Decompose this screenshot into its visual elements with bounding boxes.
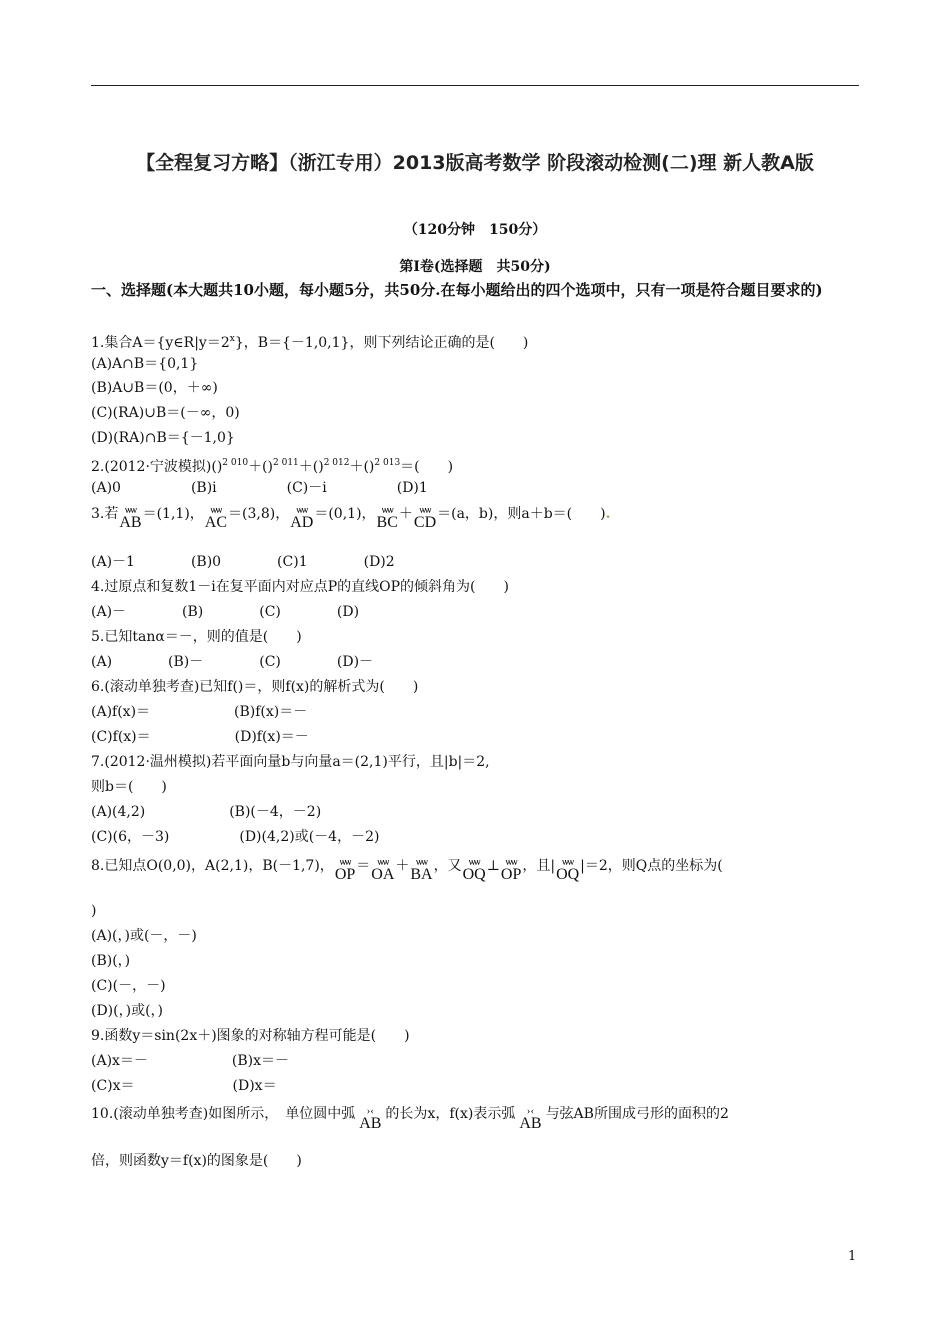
q7-options-ab: (A)(4,2) (B)(－4，－2): [91, 804, 322, 820]
q6-stem: 6.(滚动单独考查)已知f()＝，则f(x)的解析式为( ): [91, 679, 419, 695]
exam-time-score: （120分钟 150分）: [403, 222, 547, 238]
vector-ac: ѡѡ AC: [204, 505, 228, 531]
vector-ba: ѡѡ BA: [410, 857, 433, 883]
q8-option-d: (D)(，)或(，): [91, 1003, 163, 1019]
q2-stem: 2.(2012·宁波模拟)()$^{2 010}$＋()$^{2 011}$＋()$^{2 012}$＋()$^{2 013}$＝( ): [91, 458, 454, 475]
q6-options-ab: (A)f(x)＝ (B)f(x)＝－: [91, 704, 308, 720]
q3-options: (A)－1 (B)0 (C)1 (D)2: [91, 554, 395, 570]
q9-stem: 9.函数y＝sin(2x＋)图象的对称轴方程可能是( ): [91, 1028, 410, 1044]
q8-option-a: (A)(，)或(－，－): [91, 928, 197, 944]
q7-options-cd: (C)(6，－3) (D)(4,2)或(－4，－2): [91, 829, 380, 845]
vector-ab: ѡѡ AB: [119, 505, 142, 531]
q10-stem-cont: 倍，则函数y＝f(x)的图象是( ): [91, 1153, 302, 1169]
q5-options: (A) (B)－ (C) (D)－: [91, 654, 374, 670]
vector-ad: ѡѡ AD: [290, 505, 314, 531]
vector-bc: ѡѡ BC: [376, 505, 398, 531]
q8-stem-close: ): [91, 903, 97, 919]
vector-oa: ѡѡ OA: [371, 857, 395, 883]
q8-option-b: (B)(，): [91, 953, 131, 969]
q1-option-d: (D)(RA)∩B＝{－1,0}: [91, 430, 235, 446]
q1-stem: 1.集合$A=\{y\in R|y=2^x\}$，B＝{－1,0,1}，则下列结论正确的是( ): [91, 334, 529, 351]
q9-options-ab: (A)x＝－ (B)x＝－: [91, 1053, 290, 1069]
section-instructions: 一、选择题(本大题共10小题，每小题5分，共50分.在每小题给出的四个选项中，只有一项是符合题目要求的): [91, 281, 823, 299]
q10-stem: 10.(滚动单独考查)如图所示， 单位圆中弧 ›‹ AB的长为x，f(x)表示弧 ›‹ AB与弦AB所围成弓形的面积的2: [91, 1105, 729, 1132]
arc-ab-2: ›‹ AB: [519, 1105, 542, 1132]
vector-op-2: ѡѡ OP: [500, 857, 522, 883]
document-title: 【全程复习方略】（浙江专用）2013版高考数学 阶段滚动检测(二)理 新人教A版: [136, 152, 814, 174]
arc-ab: ›‹ AB: [359, 1105, 382, 1132]
volume-heading: 第Ⅰ卷(选择题 共50分): [399, 259, 551, 275]
vector-oq-2: ѡѡ OQ: [556, 857, 580, 883]
q1-option-b: (B)A∪B＝(0，＋∞): [91, 380, 218, 396]
page-number: 1: [848, 1249, 857, 1264]
q8-option-c: (C)(－，－): [91, 978, 166, 994]
q1-option-c: (C)(RA)∪B＝(－∞，0): [91, 405, 240, 421]
q4-options: (A)－ (B) (C) (D): [91, 604, 360, 620]
vector-cd: ѡѡ CD: [413, 505, 437, 531]
q5-stem: 5.已知tanα＝－，则的值是( ): [91, 629, 302, 645]
vector-op: ѡѡ OP: [334, 857, 356, 883]
q9-options-cd: (C)x＝ (D)x＝: [91, 1078, 277, 1094]
q6-options-cd: (C)f(x)＝ (D)f(x)＝－: [91, 729, 309, 745]
q7-stem: 7.(2012·温州模拟)若平面向量b与向量a＝(2,1)平行，且|b|＝2,: [91, 754, 490, 770]
q3-stem: 3.若 ѡѡ AB＝(1,1)， ѡѡ AC＝(3,8)， ѡѡ AD＝(0,1)， ѡѡ BC＋ ѡѡ CD＝(a，b)，则a＋b＝( ).: [91, 505, 611, 531]
q2-options: (A)0 (B)i (C)－i (D)1: [91, 480, 428, 496]
q7-stem-cont: 则b＝( ): [91, 779, 167, 795]
vector-oq: ѡѡ OQ: [462, 857, 486, 883]
q4-stem: 4.过原点和复数1－i在复平面内对应点P的直线OP的倾斜角为( ): [91, 579, 509, 595]
header-rule: [91, 85, 859, 86]
q1-option-a: (A)A∩B＝{0,1}: [91, 356, 199, 372]
q8-stem: 8.已知点O(0,0)，A(2,1)，B(－1,7)， ѡѡ OP＝ ѡѡ OA＋ ѡѡ BA，又 ѡѡ OQ⊥ ѡѡ OP，且| ѡѡ OQ|＝2，则Q点的坐标为(: [91, 857, 723, 883]
